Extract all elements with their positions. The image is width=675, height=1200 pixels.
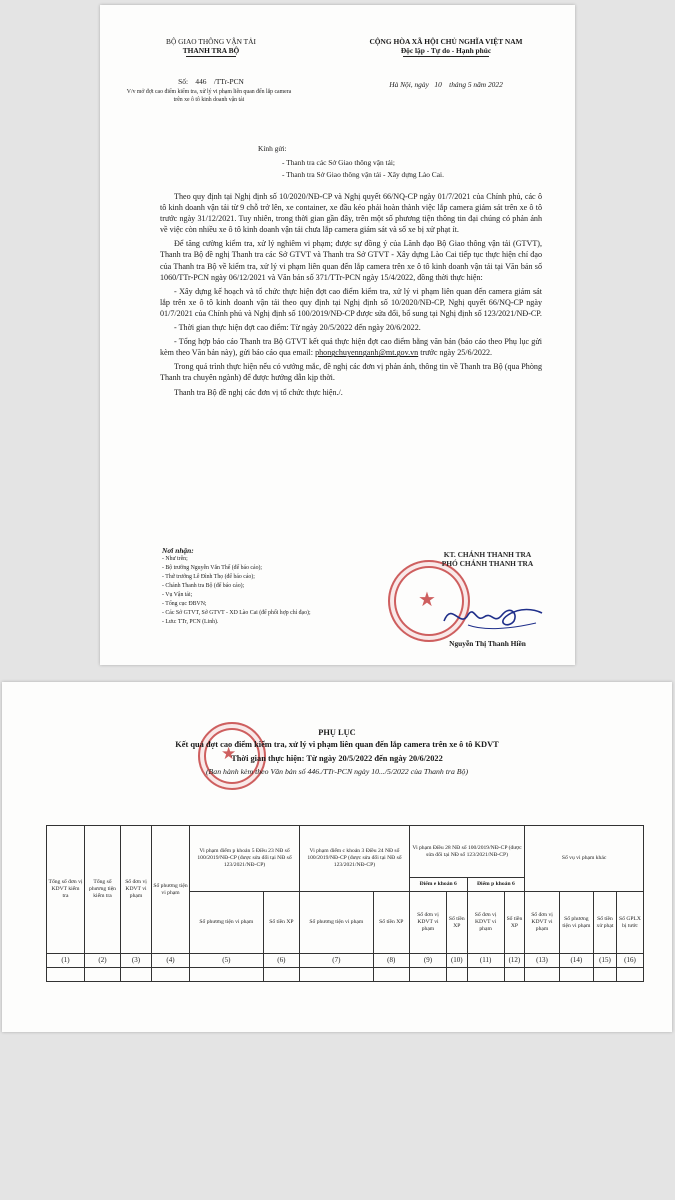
table-cell xyxy=(559,968,593,982)
col-header: Số tiền XP xyxy=(447,892,468,954)
letter-page xyxy=(100,5,575,665)
sign-line-1: KT. CHÁNH THANH TRA xyxy=(443,550,532,559)
annex-page xyxy=(2,682,672,1032)
col-number: (7) xyxy=(300,954,374,968)
body-paragraph xyxy=(160,336,542,358)
recipient-item: - Lưu: TTr, PCN (Linh). xyxy=(162,619,219,625)
col-header: Số tiền XP xyxy=(504,892,525,954)
col-number: (13) xyxy=(525,954,560,968)
group-header: Vi phạm điểm c khoản 3 Điều 24 NĐ số 100/2019/NĐ-CP (được sửa đổi tại NĐ số 123/2021/NĐ-CP) xyxy=(300,826,410,892)
body-paragraph: Trong quá trình thực hiện nếu có vướng mắc, đề nghị các đơn vị phản ánh, thông tin về Thanh tra Bộ (qua Phòng Thanh tra chuyên ngành) để được hướng dẫn kịp thời. xyxy=(160,362,542,383)
to-list xyxy=(282,157,444,181)
col-header: Số tiền XP xyxy=(373,892,409,954)
annex-heading: Kết quả đợt cao điểm kiểm tra, xử lý vi phạm liên quan đến lắp camera trên xe ô tô KDVT xyxy=(175,740,499,749)
col-number: (1) xyxy=(47,954,85,968)
table-cell xyxy=(300,968,374,982)
annex-table xyxy=(46,825,644,982)
col-number: (16) xyxy=(617,954,644,968)
col-number: (12) xyxy=(504,954,525,968)
col-number: (14) xyxy=(559,954,593,968)
document-number: Số: 446 /TTr-PCN xyxy=(178,77,244,86)
col-header: Số phương tiện vi phạm xyxy=(190,892,264,954)
to-label: Kính gửi: xyxy=(258,144,287,153)
nation-name: CỘNG HÒA XÃ HỘI CHỦ NGHĨA VIỆT NAM xyxy=(369,37,523,46)
col-number: (11) xyxy=(467,954,504,968)
col-header: Tổng số phương tiện kiểm tra xyxy=(85,826,121,954)
email-link[interactable]: phongchuyennganh@mt.gov.vn xyxy=(315,348,419,358)
annex-period: Thời gian thực hiện: Từ ngày 20/5/2022 đến ngày 20/6/2022 xyxy=(231,754,443,763)
col-number: (2) xyxy=(85,954,121,968)
table-cell xyxy=(467,968,504,982)
recipient-item: - Tổng cục ĐBVN; xyxy=(162,601,207,607)
recipients-block xyxy=(162,546,392,627)
ministry-name: BỘ GIAO THÔNG VẬN TẢI xyxy=(166,37,256,46)
col-header: Số GPLX bị tước xyxy=(617,892,644,954)
col-header: Số đơn vị KDVT vi phạm xyxy=(409,892,446,954)
annex-reference: (Ban hành kèm theo Văn bản số 446./TTr-PCN ngày 10.../5/2022 của Thanh tra Bộ) xyxy=(205,767,469,776)
col-header: Số đơn vị KDVT vi phạm xyxy=(121,826,152,954)
group-header: Vi phạm điểm p khoản 5 Điều 23 NĐ số 100/2019/NĐ-CP (được sửa đổi tại NĐ số 123/2021/NĐ-CP) xyxy=(190,826,300,892)
col-header: Số tiền XP xyxy=(263,892,299,954)
table-cell xyxy=(409,968,446,982)
body-paragraph: Theo quy định tại Nghị định số 10/2020/NĐ-CP và Nghị quyết 66/NQ-CP ngày 01/7/2021 của Chính phủ, các ô tô kinh doanh vận tải từ 9 chỗ trở lên, xe container, xe đầu kéo phải hoàn thành việc lắp camera giám sát trên xe ô tô trước ngày 31/12/2021. Tuy nhiên, trong thời gian gần đây, trên một số phương tiện thông tin đại chúng có phản ánh về việc còn nhiều xe ô tô kinh doanh vận tải chưa lắp camera giám sát và số xe bị xử phạt ít. xyxy=(160,192,542,235)
table-cell xyxy=(504,968,525,982)
recipient-item: - Các Sở GTVT, Sở GTVT - XD Lào Cai (để phối hợp chỉ đạo); xyxy=(162,610,311,616)
table-cell xyxy=(373,968,409,982)
table-cell xyxy=(447,968,468,982)
agency-name: THANH TRA BỘ xyxy=(182,46,240,55)
table-cell xyxy=(190,968,264,982)
to-item: - Thanh tra các Sở Giao thông vận tải; xyxy=(282,158,395,167)
recipient-item: - Thứ trưởng Lê Đình Thọ (để báo cáo); xyxy=(162,574,255,580)
col-number: (10) xyxy=(447,954,468,968)
handwritten-signature xyxy=(438,595,548,635)
annex-title: PHỤ LỤC xyxy=(318,728,356,737)
nation-motto: Độc lập - Tự do - Hạnh phúc xyxy=(400,46,492,55)
col-number: (9) xyxy=(409,954,446,968)
col-header: Số đơn vị KDVT vi phạm xyxy=(525,892,560,954)
recipient-item: - Chánh Thanh tra Bộ (để báo cáo); xyxy=(162,583,245,589)
col-number: (5) xyxy=(190,954,264,968)
issuer-underline xyxy=(186,56,236,57)
col-number: (15) xyxy=(593,954,616,968)
issuer-block xyxy=(136,37,286,57)
col-number: (6) xyxy=(263,954,299,968)
to-item: - Thanh tra Sở Giao thông vận tải - Xây dựng Lào Cai. xyxy=(282,170,444,179)
letter-body xyxy=(160,191,542,401)
document-date: Hà Nội, ngày 10 tháng 5 năm 2022 xyxy=(389,80,503,89)
signature-title xyxy=(400,550,575,568)
col-number: (3) xyxy=(121,954,152,968)
body-paragraph: - Xây dựng kế hoạch và tổ chức thực hiện đợt cao điểm kiểm tra, xử lý vi phạm liên quan đến camera giám sát lắp trên xe ô tô kinh doanh vận tải theo quy định tại Nghị định số 10/2020/NĐ-CP, Nghị quyết 66/NQ-CP ngày 01/7/2021 của Chính phủ và Nghị định số 100/2019/NĐ-CP được sửa đổi, bổ sung tại Nghị định số 123/2021/NĐ-CP. xyxy=(160,286,542,318)
sign-line-2: PHÓ CHÁNH THANH TRA xyxy=(441,559,534,568)
col-number: (8) xyxy=(373,954,409,968)
nation-block xyxy=(322,37,570,57)
body-paragraph: Thanh tra Bộ đề nghị các đơn vị tổ chức thực hiện./. xyxy=(174,387,343,397)
table-cell xyxy=(152,968,190,982)
table-cell xyxy=(263,968,299,982)
col-header: Số phương tiện vi phạm xyxy=(559,892,593,954)
col-header: Tổng số đơn vị KDVT kiểm tra xyxy=(47,826,85,954)
recipients-label: Nơi nhận: xyxy=(162,546,194,555)
table-cell xyxy=(525,968,560,982)
annex-seal-star-icon: ★ xyxy=(221,744,237,763)
document-subject: V/v mở đợt cao điểm kiểm tra, xử lý vi phạm liên quan đến lắp camera trên xe ô tô kinh doanh vận tải xyxy=(126,89,292,103)
table-cell xyxy=(85,968,121,982)
table-cell xyxy=(617,968,644,982)
motto-underline xyxy=(403,56,489,57)
email-deadline: trước ngày 25/6/2022. xyxy=(418,348,493,358)
col-number: (4) xyxy=(152,954,190,968)
col-header: Số đơn vị KDVT vi phạm xyxy=(467,892,504,954)
group-header: Vi phạm Điều 28 NĐ số 100/2019/NĐ-CP (được sửa đổi tại NĐ số 123/2021/NĐ-CP) xyxy=(409,826,524,878)
subgroup-header: Điểm e khoản 6 xyxy=(409,878,467,892)
body-paragraph: Để tăng cường kiểm tra, xử lý nghiêm vi phạm; được sự đồng ý của Lãnh đạo Bộ Giao thông vận tải (GTVT), Thanh tra Bộ đề nghị Thanh tra các Sở GTVT và Thanh tra Sở GTVT - Xây dựng Lào Cai tiếp tục thực hiện chỉ đạo của Thanh tra Bộ về kiểm tra, xử lý vi phạm liên quan đến lắp camera trên xe ô tô kinh doanh vận tải tại Văn bản số 1060/TTr-PCN ngày 06/12/2021 và Văn bản số 371/TTr-PCN ngày 15/4/2022, đồng thời thực hiện: xyxy=(160,239,542,282)
subgroup-header: Điểm p khoản 6 xyxy=(467,878,525,892)
recipients-list xyxy=(162,555,392,627)
col-header: Số tiền xử phạt xyxy=(593,892,616,954)
recipient-item: - Như trên; xyxy=(162,556,188,562)
report-instruction: - Tổng hợp báo cáo Thanh tra Bộ GTVT kết quả thực hiện đợt cao điểm bằng văn bản (báo cáo theo Phụ lục gửi kèm theo Văn bản này), gửi báo cáo qua email: xyxy=(160,337,542,358)
group-header: Số vụ vi phạm khác xyxy=(525,826,644,892)
body-paragraph: - Thời gian thực hiện đợt cao điểm: Từ ngày 20/5/2022 đến ngày 20/6/2022. xyxy=(174,323,421,333)
seal-star-icon: ★ xyxy=(418,589,436,611)
empty-data-row xyxy=(47,968,644,982)
col-header: Số phương tiện vi phạm xyxy=(152,826,190,954)
signer-name: Nguyễn Thị Thanh Hiền xyxy=(449,639,526,648)
recipient-item: - Vụ Vận tải; xyxy=(162,592,193,598)
table-cell xyxy=(593,968,616,982)
recipient-item: - Bộ trưởng Nguyễn Văn Thể (để báo cáo); xyxy=(162,565,263,571)
col-header: Số phương tiện vi phạm xyxy=(300,892,374,954)
table-cell xyxy=(121,968,152,982)
table-cell xyxy=(47,968,85,982)
